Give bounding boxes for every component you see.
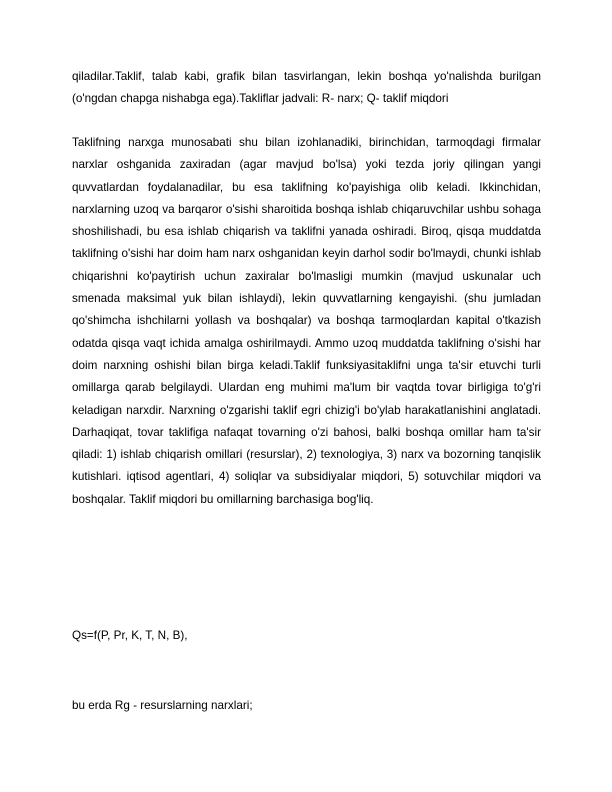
formula-supply-function: Qs=f(P, Pr, K, T, N, B),	[72, 629, 188, 642]
paragraph-supply-price-relation: Taklifning narxga munosabati shu bilan izohlanadiki, birinchidan, tarmoqdagi firmalar narxlar oshganida zaxiradan (agar mavjud bo'lsa) yoki tezda joriy qilingan yangi quvvatlardan foydalanadilar, bu esa taklifning ko'payishiga olib keladi. Ikkinchidan, narxlarning uzoq va barqaror o'sishi sharoitida boshqa ishlab chiqaruvchilar ushbu sohaga shoshilishadi, bu esa ishlab chiqarish va taklifni yanada oshiradi. Biroq, qisqa muddatda taklifning o'sishi har doim ham narx oshganidan keyin darhol sodir bo'lmaydi, chunki ishlab chiqarishni ko'paytirish uchun zaxiralar bo'lmasligi mumkin (mavjud uskunalar uch smenada maksimal yuk bilan ishlaydi), lekin quvvatlarning kengayishi. (shu jumladan qo'shimcha ishchilarni yollash va boshqalar) va boshqa tarmoqlardan kapital o'tkazish odatda qisqa vaqt ichida amalga oshirilmaydi. Ammo uzoq muddatda taklifning o'sishi har doim narxning oshishi bilan birga keladi.Taklif funksiyasitaklifni unga ta'sir etuvchi turli omillarga qarab belgilaydi. Ulardan eng muhimi ma'lum bir vaqtda tovar birligiga to'g'ri keladigan narxdir. Narxning o'zgarishi taklif egri chizig'i bo'ylab harakatlanishini anglatadi. Darhaqiqat, tovar taklifiga nafaqat tovarning o'zi bahosi, balki boshqa omillar ham ta'sir qiladi: 1) ishlab chiqarish omillari (resurslar), 2) texnologiya, 3) narx va bozorning tanqislik kutishlari. iqtisod agentlari, 4) soliqlar va subsidiyalar miqdori, 5) sotuvchilar miqdori va boshqalar. Taklif miqdori bu omillarning barchasiga bog'liq.	[72, 136, 541, 506]
paragraph-supply-graph: qiladilar.Taklif, talab kabi, grafik bilan tasvirlangan, lekin boshqa yo'nalishda burilgan (o'ngdan chapga nishabga ega).Takliflar jadvali: R- narx; Q- taklif miqdori	[72, 70, 541, 106]
paragraph-resource-prices: bu erda Rg - resurslarning narxlari;	[72, 699, 253, 712]
